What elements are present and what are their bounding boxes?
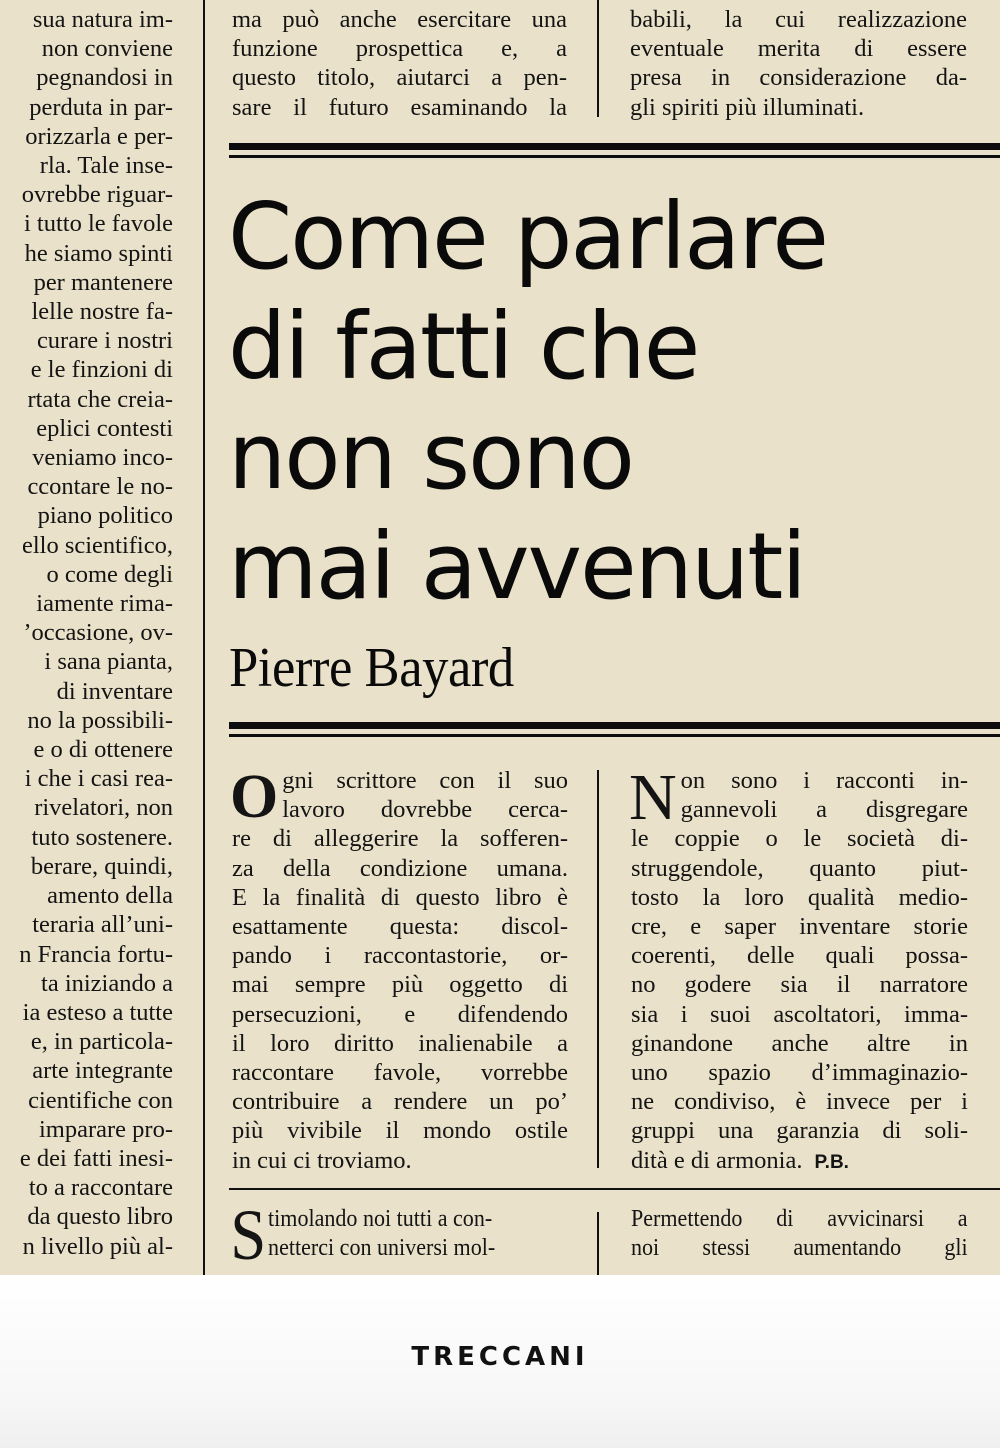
title-line: di fatti che: [228, 293, 699, 400]
text-line: pegnandosi in: [36, 64, 173, 92]
title-rule-thick-top: [229, 143, 1000, 150]
text-line: uno spazio d’immaginazio-: [631, 1059, 968, 1087]
text-line: Permettendo di avvicinarsi a: [631, 1205, 968, 1232]
text-line: o come degli: [46, 560, 173, 588]
text-line: contribuire a rendere un po’: [232, 1088, 568, 1116]
text-line: ello scientifico,: [21, 531, 173, 559]
text-line: to a raccontare: [28, 1174, 173, 1202]
dropcap: O: [230, 763, 279, 831]
top-text-column-1: [232, 5, 567, 122]
text-line: gni scrittore con il suo: [282, 767, 568, 794]
text-line: curare i nostri: [36, 327, 173, 355]
text-line: ginandone anche altre in: [631, 1029, 968, 1057]
column-rule-bottom-middle: [597, 1212, 599, 1275]
text-line: e dei fatti inesi-: [19, 1144, 173, 1172]
dropcap: S: [230, 1195, 267, 1275]
text-line: e o di ottenere: [33, 736, 173, 764]
text-line: coerenti, delle quali possa-: [631, 942, 968, 970]
text-line: ccontare le no-: [27, 473, 173, 501]
text-line: orizzarla e per-: [25, 122, 173, 150]
text-line: ’occasione, ov-: [23, 619, 173, 647]
text-line: lavoro dovrebbe cerca-: [282, 796, 568, 824]
bottom-section-rule: [229, 1188, 1000, 1190]
author-rule-thick: [229, 722, 1000, 729]
title-line: Come parlare: [228, 183, 827, 290]
text-line: per mantenere: [33, 268, 173, 296]
text-line: eventuale merita di essere: [630, 35, 967, 63]
blurb-column-2: [629, 761, 968, 1177]
text-line: gli spiriti più illuminati.: [630, 93, 865, 121]
text-line: n Francia fortu-: [19, 940, 173, 968]
text-line: veniamo inco-: [32, 444, 173, 472]
top-text-column-2: [630, 5, 967, 122]
text-line: funzione prospettica e, a: [232, 35, 567, 63]
text-line: rtata che creia-: [27, 385, 173, 413]
text-line: iamente rima-: [36, 590, 173, 618]
publisher-logo: TRECCANI: [411, 1342, 589, 1372]
title-line: non sono: [228, 403, 633, 510]
text-line: imparare pro-: [39, 1115, 173, 1143]
text-line: arte integrante: [32, 1057, 173, 1085]
text-line: teraria all’uni-: [32, 911, 173, 939]
text-line: e le finzioni di: [30, 356, 173, 384]
bottom-text-column-2: [631, 1204, 968, 1262]
text-line: questo titolo, aiutarci a pen-: [232, 64, 567, 92]
book-author: Pierre Bayard: [229, 637, 514, 699]
text-line: sare il futuro esaminando la: [232, 93, 567, 121]
blurb-column-1: [230, 763, 568, 1175]
text-line: ta iniziando a: [41, 969, 173, 997]
title-rule-thin-top: [229, 155, 1000, 158]
text-line: e, in particola-: [30, 1028, 173, 1056]
text-line: da questo libro: [27, 1203, 173, 1231]
author-rule-thin: [229, 734, 1000, 737]
text-line: ovrebbe riguar-: [21, 181, 173, 209]
text-line: za della condizione umana.: [232, 854, 568, 882]
column-rule-blurb-middle: [597, 770, 599, 1168]
text-line: pando i raccontastorie, or-: [232, 942, 568, 970]
text-line: netterci con universi mol-: [268, 1234, 496, 1262]
dropcap: N: [629, 761, 677, 834]
text-line: ma può anche esercitare una: [232, 6, 567, 33]
column-rule-left: [203, 0, 205, 1275]
text-line: i sana pianta,: [44, 648, 173, 676]
text-line: presa in considerazione da-: [630, 64, 967, 92]
text-line: n livello più al-: [22, 1232, 173, 1260]
text-line: tuto sostenere.: [31, 823, 173, 851]
text-line: lelle nostre fa-: [31, 298, 173, 326]
text-line: sua natura im-: [32, 6, 173, 33]
text-line: cientifiche con: [28, 1086, 173, 1114]
author-signature: P.B.: [814, 1151, 849, 1173]
text-line: i tutto le favole: [24, 210, 173, 238]
text-line: ne condiviso, è invece per i: [631, 1088, 968, 1116]
text-line: timolando noi tutti a con-: [268, 1205, 493, 1232]
text-line: on sono i racconti in-: [680, 767, 968, 794]
text-line: più vivibile il mondo ostile: [232, 1117, 568, 1145]
text-line: il loro diritto inalienabile a: [232, 1029, 568, 1057]
text-line: no godere sia il narratore: [631, 971, 968, 999]
text-line: re di alleggerire la sofferen-: [232, 825, 568, 853]
text-line: di inventare: [56, 677, 173, 705]
text-line: ia esteso a tutte: [22, 998, 173, 1026]
text-line: [631, 1146, 968, 1177]
text-line: cre, e saper inventare storie: [631, 913, 968, 941]
bottom-text-column-1: [230, 1195, 568, 1275]
condensed-text: [631, 1204, 968, 1262]
text-line: rivelatori, non: [34, 794, 173, 822]
text-line: gruppi una garanzia di soli-: [631, 1117, 968, 1145]
text-line: persecuzioni, e difendendo: [232, 1000, 568, 1028]
text-line: noi stessi aumentando gli: [631, 1234, 968, 1262]
text-line: tosto la loro qualità medio-: [631, 883, 968, 911]
text-line: esattamente questa: discol-: [232, 913, 568, 941]
text-line: raccontare favole, vorrebbe: [232, 1059, 568, 1087]
text-line: gannevoli a disgregare: [680, 796, 968, 824]
text-line: amento della: [47, 882, 173, 910]
title-line: mai avvenuti: [228, 513, 805, 620]
text-line: E la finalità di questo libro è: [232, 883, 568, 911]
text-line: eplici contesti: [36, 414, 173, 442]
text-line: perduta in par-: [29, 93, 173, 121]
text-line: mai sempre più oggetto di: [232, 971, 568, 999]
left-text-column: [0, 5, 173, 1261]
text-line: le coppie o le società di-: [631, 825, 968, 853]
text-line: no la possibili-: [27, 706, 173, 734]
book-title: [228, 182, 827, 622]
text-line: struggendole, quanto piut-: [631, 854, 968, 882]
text-line: rla. Tale inse-: [39, 152, 173, 180]
last-line-text: dità e di armonia.: [631, 1146, 803, 1174]
text-line: in cui ci troviamo.: [232, 1146, 412, 1174]
text-line: he siamo spinti: [24, 239, 173, 267]
text-line: berare, quindi,: [30, 852, 173, 880]
column-rule-top-middle: [597, 0, 599, 117]
text-line: babili, la cui realizzazione: [630, 6, 967, 33]
condensed-text: [230, 1195, 569, 1275]
text-line: piano politico: [37, 502, 173, 530]
text-line: i che i casi rea-: [24, 765, 173, 793]
text-line: non conviene: [41, 35, 173, 63]
text-line: sia i suoi ascoltatori, imma-: [631, 1000, 968, 1028]
